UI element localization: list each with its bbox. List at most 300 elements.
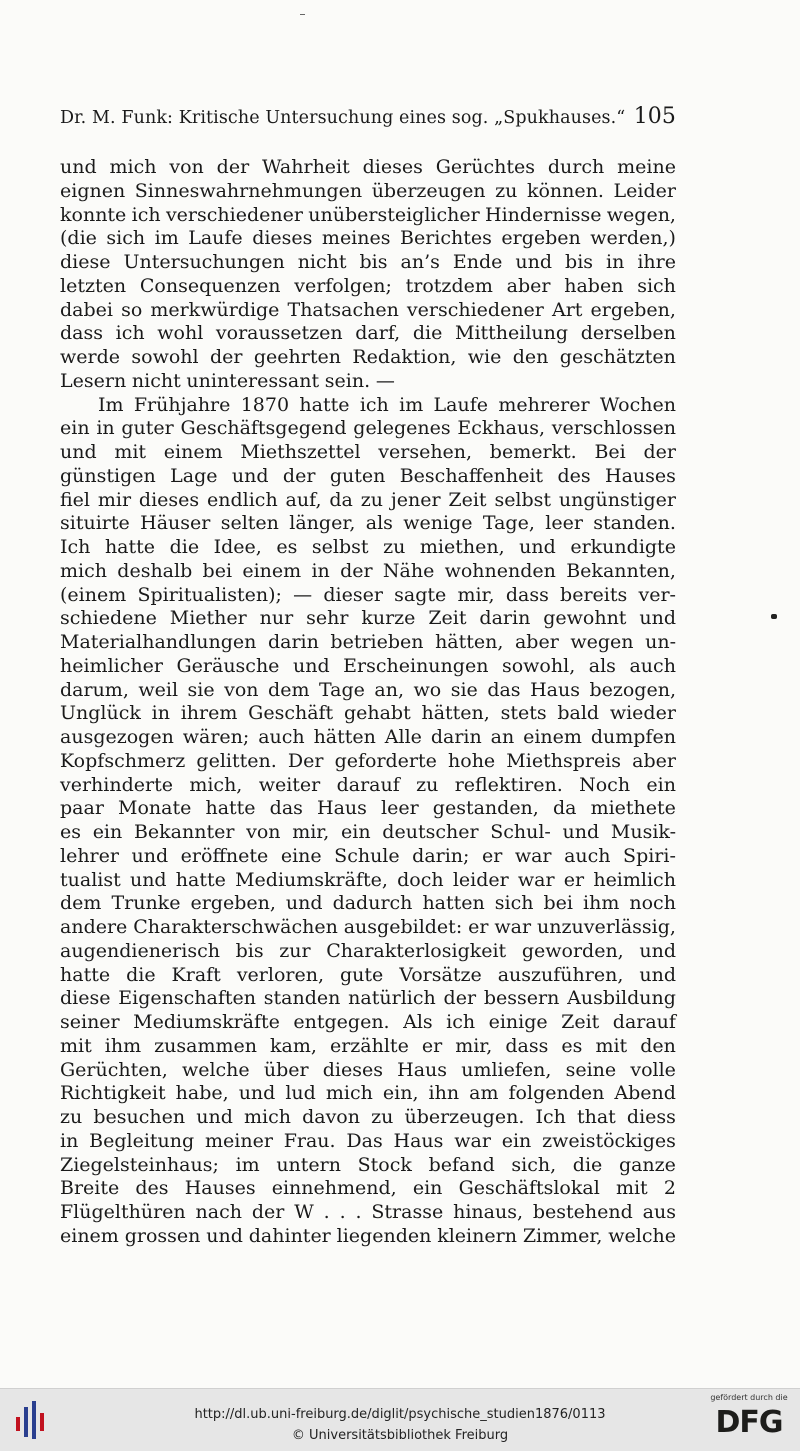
word: Wochen (599, 393, 676, 416)
word: dass (505, 583, 549, 606)
word: mehrerer (498, 393, 590, 416)
text-line (60, 441, 676, 465)
word: mir, (455, 1034, 493, 1057)
word: sowohl, (501, 654, 576, 677)
word: der (251, 1201, 285, 1223)
word: sie (450, 678, 478, 701)
word: selbst (311, 536, 369, 558)
word: mir, (292, 821, 330, 843)
word: Richtigkeit (60, 1082, 166, 1105)
word: reflektiren. (454, 773, 563, 796)
copyright-notice: © Universitätsbibliothek Freiburg (291, 1428, 509, 1443)
word: Materialhandlungen (60, 631, 257, 653)
word: lud (285, 1082, 316, 1105)
word: dass (505, 1034, 549, 1057)
word: augendienerisch (60, 939, 220, 962)
word: wo (413, 678, 442, 701)
word: Haus (393, 1129, 444, 1152)
word: hatten (422, 892, 485, 915)
word: . (339, 1201, 346, 1223)
word: sich, (511, 1153, 557, 1176)
word: bis (359, 251, 388, 273)
word: hohe (448, 749, 496, 772)
word: Haus (530, 678, 580, 701)
word: Miether (169, 607, 247, 630)
running-header (60, 104, 676, 129)
word: auf, (285, 488, 322, 511)
word: dem (268, 678, 310, 701)
word: Charakterlosigkeit (326, 939, 507, 962)
text-line (60, 489, 676, 513)
word: und (285, 892, 323, 915)
word: verhinderte (60, 773, 173, 796)
word: von (169, 156, 204, 178)
word: und (562, 821, 600, 843)
text-line (60, 631, 676, 655)
word: volle (630, 1058, 676, 1081)
word: Noch (579, 773, 631, 796)
word: voraussetzen (215, 322, 343, 345)
word: sich (494, 892, 534, 915)
word: Mediumskräfte, (235, 868, 388, 891)
word: die (169, 536, 200, 558)
word: ungünstiger (558, 488, 676, 511)
word: aber (632, 749, 676, 772)
word: kam, (270, 1034, 317, 1057)
text-line (60, 964, 676, 988)
word: mit (615, 1177, 648, 1200)
word: an (490, 726, 515, 748)
word: Ausbildung (567, 987, 676, 1010)
word: nur (259, 607, 294, 630)
word: besuchen (93, 1106, 186, 1128)
word: erzählte (329, 1034, 409, 1057)
word: von (246, 821, 281, 843)
word: ausgebildet: (343, 916, 463, 938)
word: diese (60, 251, 111, 273)
word: aus (642, 1201, 676, 1223)
word: welche (608, 1224, 676, 1247)
word: hinaus, (453, 1201, 523, 1223)
word: einige (488, 1011, 548, 1033)
word: er (468, 916, 489, 938)
word: Ich (535, 1106, 566, 1128)
word: hätten, (435, 631, 504, 653)
word: standen. (593, 512, 676, 535)
word: Charakterschwächen (133, 916, 338, 938)
text-line (60, 655, 676, 679)
word: gestanden, (432, 797, 539, 820)
word: bezogen, (589, 678, 676, 701)
text-line (60, 702, 676, 726)
word: 1870 (240, 393, 290, 416)
word: grossen (124, 1224, 201, 1247)
word: Bekannter (133, 821, 235, 843)
word: guter (121, 417, 174, 440)
word: untern (276, 1153, 341, 1176)
text-line (60, 251, 676, 275)
text-line (60, 465, 676, 489)
word: und (639, 939, 676, 962)
word: zu (60, 1106, 83, 1128)
word: Laufe (188, 227, 243, 250)
word: ein (341, 821, 371, 843)
word: Lage (170, 464, 218, 487)
word: und (639, 963, 676, 986)
word: Nähe (382, 559, 435, 582)
word: wohnenden (444, 559, 556, 582)
word: that (576, 1106, 616, 1128)
word: wegen, (606, 203, 676, 226)
word: situirte (60, 512, 130, 535)
word: und (231, 464, 269, 487)
word: Bei (594, 441, 626, 463)
word: Mediumskräfte (133, 1011, 280, 1033)
word: Geräusche (176, 654, 280, 677)
word: das (269, 797, 303, 820)
word: Frühjahre (133, 393, 231, 416)
word: un- (645, 631, 676, 653)
word: in (96, 417, 115, 440)
word: erkundigte (570, 536, 676, 558)
word: in (60, 1129, 79, 1152)
word: kleinern (437, 1224, 517, 1247)
word: eignen (60, 179, 126, 202)
word: an, (374, 678, 405, 701)
word: verloren, (236, 963, 324, 986)
word: sich (637, 274, 676, 297)
word: diess (626, 1106, 676, 1128)
text-line (60, 370, 676, 394)
word: der (443, 987, 477, 1010)
text-line (60, 607, 676, 631)
word: sagte (394, 583, 447, 606)
word: Geschäft (248, 702, 334, 725)
word: Schule (334, 844, 400, 867)
word: der (282, 464, 316, 487)
word: dadurch (332, 892, 413, 915)
word: (einem (60, 583, 127, 606)
page-number: 105 (633, 104, 676, 129)
word: Abend (614, 1082, 676, 1105)
word: habe, (175, 1082, 229, 1105)
word: war (514, 844, 552, 867)
text-line (60, 512, 676, 536)
word: dem (60, 892, 102, 915)
word: Spiri- (623, 844, 676, 867)
word: einnehmend, (271, 1177, 397, 1200)
word: überzeugen. (404, 1106, 525, 1128)
word: (die (60, 227, 97, 250)
word: Redaktion, (352, 346, 457, 368)
word: er (481, 844, 503, 867)
word: Consequenzen (139, 274, 281, 297)
word: zu (371, 1106, 394, 1128)
word: mich (325, 1082, 373, 1105)
word: und (60, 156, 97, 178)
word: geworden, (521, 939, 624, 962)
text-line (60, 1059, 676, 1083)
body-text (60, 156, 676, 1249)
word: wohl (157, 322, 204, 345)
word: sein. (324, 369, 371, 392)
word: sowohl (131, 346, 199, 368)
word: Breite (60, 1177, 120, 1200)
word: bei (543, 892, 573, 915)
word: dahinter (248, 1224, 331, 1247)
word: lehrer (60, 844, 119, 867)
word: darauf (336, 773, 400, 796)
word: mich (60, 559, 107, 582)
word: weiter (258, 773, 321, 796)
word: mit (114, 441, 147, 463)
word: da (329, 488, 353, 511)
text-line (60, 726, 676, 750)
word: Häuser (140, 512, 211, 535)
word: kurze (361, 607, 416, 630)
word: Ende (452, 251, 503, 273)
word: Unglück (60, 702, 141, 725)
word: ihm (583, 892, 620, 915)
word: sehr (306, 607, 349, 630)
word: und (131, 844, 169, 867)
word: davon (302, 1106, 360, 1128)
text-line (60, 560, 676, 584)
word: Eigenschaften (118, 987, 256, 1010)
word: und (639, 607, 676, 630)
word: bis (235, 939, 264, 962)
word: und (515, 251, 553, 273)
word: Alle (384, 726, 422, 748)
word: Vorsätze (399, 963, 482, 986)
word: und (292, 654, 330, 677)
text-line (60, 1177, 676, 1201)
word: Der (287, 749, 324, 772)
word: selbst (494, 488, 552, 511)
word: geehrten (253, 346, 341, 368)
word: da (552, 797, 577, 820)
word: länger, (289, 512, 356, 535)
word: gewohnt (543, 607, 627, 630)
word: meine (617, 156, 676, 178)
word: Eckhaus, (457, 417, 546, 440)
word: des (557, 464, 591, 487)
word: aber (514, 631, 559, 653)
word: Im (98, 393, 124, 416)
scan-mark (300, 14, 305, 15)
word: im (399, 393, 424, 416)
word: hatte (60, 963, 111, 986)
word: ergeben, (590, 298, 676, 321)
word: Zeit (448, 488, 487, 511)
word: nicht (297, 251, 347, 273)
word: . (323, 1201, 330, 1223)
text-line (60, 394, 676, 418)
word: das (487, 678, 521, 701)
word: mir (97, 488, 132, 511)
word: einem (60, 1224, 119, 1247)
word: . (355, 1201, 362, 1223)
word: ein (646, 773, 676, 796)
word: die (412, 322, 443, 345)
word: Bekannten, (566, 559, 676, 582)
word: wenige (403, 512, 473, 535)
word: darin; (412, 844, 470, 867)
word: mich (109, 156, 157, 178)
word: Stock (357, 1153, 412, 1176)
word: geforderte (334, 749, 437, 772)
word: ihn (428, 1082, 460, 1105)
word: werden,) (590, 227, 676, 250)
word: Idee, (213, 536, 262, 558)
word: Mittheilung (454, 322, 569, 345)
word: ich (446, 1011, 476, 1033)
text-line (60, 1201, 676, 1225)
word: Ziegelsteinhaus; (60, 1153, 219, 1176)
word: und (60, 441, 97, 463)
word: Miethspreis (506, 749, 622, 772)
word: gelitten. (196, 749, 277, 772)
text-line (60, 821, 676, 845)
word: bis (565, 251, 594, 273)
word: er (421, 1034, 443, 1057)
word: verschiedener (165, 203, 303, 226)
word: Untersuchungen (123, 251, 285, 273)
word: war (517, 868, 555, 891)
word: der (643, 441, 676, 463)
word: Miethszettel (240, 441, 361, 463)
word: Als (403, 1011, 433, 1033)
word: Haus (317, 797, 367, 820)
word: den (512, 346, 549, 368)
word: leider (452, 868, 509, 891)
word: es (60, 821, 81, 843)
word: derselben (580, 322, 676, 345)
word: W (294, 1201, 314, 1223)
word: hatte (299, 393, 350, 416)
word: Ich (60, 536, 91, 558)
word: zur (279, 939, 311, 962)
word: es (276, 536, 298, 558)
word: noch (629, 892, 676, 915)
dfg-wordmark: DFG (715, 1405, 783, 1440)
word: Berichtes (400, 227, 492, 250)
word: darauf (612, 1011, 676, 1033)
word: ein (60, 417, 90, 440)
word: unzuverlässig, (537, 916, 676, 938)
margin-mark (771, 614, 777, 619)
word: Kraft (171, 963, 221, 986)
word: guten (329, 464, 386, 487)
word: haben (564, 274, 624, 297)
text-line (60, 346, 676, 370)
text-line (60, 774, 676, 798)
word: die (126, 963, 156, 986)
word: auch (258, 726, 305, 748)
word: bestehend (532, 1201, 633, 1223)
word: über (263, 1058, 309, 1081)
word: Frau. (283, 1129, 336, 1152)
text-line (60, 1011, 676, 1035)
word: zu (360, 488, 383, 511)
word: dabei (60, 298, 113, 321)
word: heimlicher (60, 654, 163, 677)
word: bei (202, 559, 233, 582)
word: Geschäftsgegend (180, 417, 347, 440)
text-line (60, 1225, 676, 1249)
word: einem (242, 559, 302, 582)
word: welche (181, 1058, 250, 1081)
word: in (311, 559, 330, 582)
word: und (129, 868, 167, 891)
word: dieses (362, 156, 423, 178)
word: Strasse (371, 1201, 444, 1223)
word: den (640, 1034, 676, 1057)
footer-bar (0, 1388, 800, 1451)
word: auch (629, 654, 676, 677)
word: hatte (104, 536, 156, 558)
word: hätten (313, 726, 376, 748)
word: er (563, 868, 585, 891)
text-line (60, 1106, 676, 1130)
text-line (60, 299, 676, 323)
word: verschlossen (551, 417, 676, 440)
text-line (60, 987, 676, 1011)
word: hatte (175, 868, 226, 891)
word: Zimmer, (522, 1224, 603, 1247)
word: tualist (60, 868, 121, 891)
word: ein (412, 1177, 443, 1200)
word: Zeit (428, 607, 467, 630)
word: ein (92, 821, 123, 843)
word: bessern (483, 987, 560, 1010)
permalink-url[interactable]: http://dl.ub.uni-freiburg.de/diglit/psychische_studien1876/0113 (194, 1407, 606, 1422)
word: 2 (663, 1177, 676, 1200)
word: meiner (205, 1129, 273, 1152)
text-line (60, 227, 676, 251)
word: Sinneswahrnehmungen (134, 179, 363, 202)
word: können. (526, 179, 604, 202)
word: standen (263, 987, 341, 1010)
word: und (206, 1224, 243, 1247)
word: ein, (382, 1082, 419, 1105)
word: selten (220, 512, 279, 535)
word: seiner (60, 1011, 120, 1033)
dfg-logo (704, 1393, 794, 1447)
text-line (60, 750, 676, 774)
word: dieses (322, 1058, 383, 1081)
word: ich (359, 393, 389, 416)
word: zusammen (154, 1034, 257, 1057)
word: ich (131, 203, 161, 226)
word: deutscher (382, 821, 479, 843)
word: weil (138, 678, 179, 701)
word: ihm (104, 1034, 142, 1057)
word: einem (523, 726, 582, 748)
word: deshalb (117, 559, 193, 582)
word: an’s (400, 251, 440, 273)
word: Thatsachen (287, 298, 399, 321)
word: liegenden (336, 1224, 432, 1247)
word: schiedene (60, 607, 157, 630)
text-line (60, 1154, 676, 1178)
text-line (60, 892, 676, 916)
word: Gerüchten, (60, 1058, 168, 1081)
word: Begleitung (89, 1129, 195, 1152)
word: ganze (618, 1153, 676, 1176)
word: verschiedener (406, 298, 544, 321)
word: eröffnete (180, 844, 269, 867)
